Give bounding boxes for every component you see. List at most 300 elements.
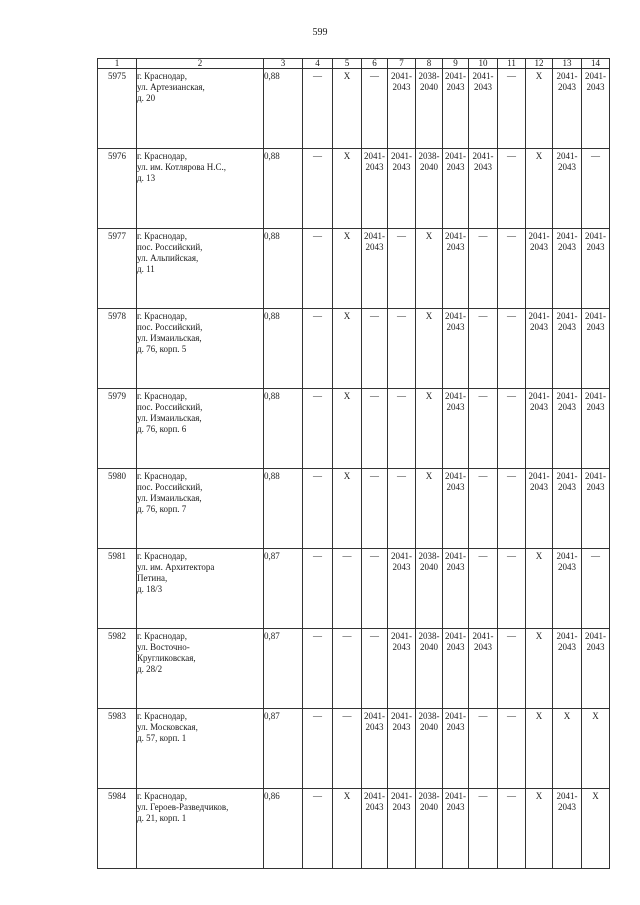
year-range-end: 2043 <box>446 322 465 332</box>
year-range-end: 2043 <box>558 642 576 652</box>
address-cell <box>137 789 264 869</box>
year-range-end: 2043 <box>392 562 411 572</box>
value-cell-col-12: X <box>526 69 553 149</box>
value-cell-col-12: X <box>526 709 553 789</box>
value-cell-col-4: — <box>303 469 333 549</box>
address-cell <box>137 69 264 149</box>
value-cell-col-8: X <box>416 389 443 469</box>
address-line: ул. им. Котлярова Н.С., <box>137 162 227 172</box>
value-cell-col-10: — <box>469 389 498 469</box>
column-header-5: 5 <box>333 59 362 69</box>
value-cell-col-8: X <box>416 309 443 389</box>
year-range-start: 2041- <box>445 631 466 641</box>
year-range-start: 2041- <box>391 791 412 801</box>
area-value: 0,88 <box>264 469 303 549</box>
value-cell-col-13 <box>553 309 582 389</box>
year-range-start: 2041- <box>585 631 606 641</box>
value-cell-col-14: — <box>582 149 610 229</box>
value-cell-col-12 <box>526 229 553 309</box>
value-cell-col-5: X <box>333 309 362 389</box>
year-range-start: 2041- <box>585 391 606 401</box>
year-range-start: 2038- <box>418 791 440 801</box>
value-cell-col-8 <box>416 629 443 709</box>
address-line: г. Краснодар, <box>137 791 188 801</box>
value-cell-col-7 <box>388 549 416 629</box>
value-cell-col-4: — <box>303 149 333 229</box>
year-range-end: 2043 <box>446 402 465 412</box>
column-header-11: 11 <box>498 59 526 69</box>
year-range-end: 2040 <box>420 562 438 572</box>
value-cell-col-14 <box>582 629 610 709</box>
area-value: 0,87 <box>264 549 303 629</box>
year-range-start: 2041- <box>556 791 578 801</box>
year-range-start: 2041- <box>364 231 385 241</box>
value-cell-col-14 <box>582 389 610 469</box>
value-cell-col-4: — <box>303 789 333 869</box>
value-cell-col-6 <box>362 229 388 309</box>
value-cell-col-11: — <box>498 309 526 389</box>
value-cell-col-12 <box>526 469 553 549</box>
value-cell-col-7: — <box>388 229 416 309</box>
value-cell-col-6 <box>362 789 388 869</box>
value-cell-col-14 <box>582 229 610 309</box>
value-cell-col-4: — <box>303 549 333 629</box>
value-cell-col-12: X <box>526 789 553 869</box>
row-number: 5975 <box>98 69 137 149</box>
area-value: 0,88 <box>264 309 303 389</box>
value-cell-col-6 <box>362 149 388 229</box>
row-number: 5979 <box>98 389 137 469</box>
table-row <box>98 789 610 869</box>
year-range-start: 2041- <box>585 311 606 321</box>
address-cell <box>137 149 264 229</box>
year-range-end: 2043 <box>558 562 576 572</box>
value-cell-col-7: — <box>388 469 416 549</box>
value-cell-col-13 <box>553 789 582 869</box>
value-cell-col-9 <box>443 469 469 549</box>
year-range-start: 2041- <box>391 151 412 161</box>
value-cell-col-6: — <box>362 309 388 389</box>
value-cell-col-6: — <box>362 69 388 149</box>
column-header-13: 13 <box>553 59 582 69</box>
column-header-3: 3 <box>264 59 303 69</box>
value-cell-col-7: — <box>388 389 416 469</box>
value-cell-col-5: X <box>333 789 362 869</box>
year-range-end: 2043 <box>365 162 384 172</box>
value-cell-col-7 <box>388 69 416 149</box>
column-header-10: 10 <box>469 59 498 69</box>
area-value: 0,88 <box>264 229 303 309</box>
year-range-end: 2043 <box>558 322 576 332</box>
year-range-start: 2041- <box>556 631 578 641</box>
year-range-end: 2043 <box>365 802 384 812</box>
value-cell-col-6: — <box>362 629 388 709</box>
address-line: д. 76, корп. 7 <box>137 504 187 514</box>
value-cell-col-9 <box>443 389 469 469</box>
value-cell-col-8: X <box>416 229 443 309</box>
address-line: г. Краснодар, <box>137 311 188 321</box>
value-cell-col-11: — <box>498 469 526 549</box>
value-cell-col-5: — <box>333 629 362 709</box>
year-range-start: 2041- <box>556 311 578 321</box>
value-cell-col-8 <box>416 549 443 629</box>
year-range-end: 2043 <box>446 562 465 572</box>
table-row <box>98 629 610 709</box>
address-cell <box>137 549 264 629</box>
address-line: Петина, <box>137 573 168 583</box>
value-cell-col-6 <box>362 709 388 789</box>
year-range-end: 2043 <box>392 802 411 812</box>
address-line: г. Краснодар, <box>137 71 188 81</box>
address-line: д. 76, корп. 6 <box>137 424 187 434</box>
year-range-end: 2043 <box>558 802 576 812</box>
value-cell-col-9 <box>443 229 469 309</box>
value-cell-col-10: — <box>469 469 498 549</box>
address-cell <box>137 309 264 389</box>
column-header-4: 4 <box>303 59 333 69</box>
year-range-end: 2043 <box>392 722 411 732</box>
year-range-end: 2043 <box>530 242 548 252</box>
address-line: д. 18/3 <box>137 584 163 594</box>
value-cell-col-5: — <box>333 709 362 789</box>
address-line: д. 13 <box>137 173 156 183</box>
year-range-start: 2041- <box>445 231 466 241</box>
value-cell-col-13: X <box>553 709 582 789</box>
value-cell-col-13 <box>553 149 582 229</box>
year-range-start: 2041- <box>472 151 494 161</box>
value-cell-col-14 <box>582 469 610 549</box>
year-range-start: 2041- <box>556 551 578 561</box>
value-cell-col-4: — <box>303 69 333 149</box>
value-cell-col-9 <box>443 709 469 789</box>
value-cell-col-14: X <box>582 709 610 789</box>
year-range-start: 2041- <box>556 71 578 81</box>
address-line: ул. Артезианская, <box>137 82 205 92</box>
address-cell <box>137 229 264 309</box>
value-cell-col-8 <box>416 149 443 229</box>
address-line: пос. Российский, <box>137 322 203 332</box>
column-header-1: 1 <box>98 59 137 69</box>
year-range-start: 2041- <box>364 151 385 161</box>
row-number: 5982 <box>98 629 137 709</box>
value-cell-col-6: — <box>362 389 388 469</box>
year-range-start: 2038- <box>418 711 440 721</box>
address-line: ул. Измаильская, <box>137 333 202 343</box>
address-line: пос. Российский, <box>137 402 203 412</box>
address-cell <box>137 469 264 549</box>
address-line: д. 28/2 <box>137 664 163 674</box>
year-range-end: 2043 <box>530 402 548 412</box>
value-cell-col-4: — <box>303 229 333 309</box>
column-header-8: 8 <box>416 59 443 69</box>
year-range-end: 2043 <box>392 162 411 172</box>
address-line: Кругликовская, <box>137 653 196 663</box>
value-cell-col-5: X <box>333 389 362 469</box>
year-range-start: 2041- <box>364 791 385 801</box>
year-range-start: 2041- <box>445 391 466 401</box>
column-header-2: 2 <box>137 59 264 69</box>
value-cell-col-5: — <box>333 549 362 629</box>
value-cell-col-9 <box>443 309 469 389</box>
table-body <box>98 59 610 869</box>
year-range-end: 2043 <box>586 322 605 332</box>
year-range-end: 2040 <box>420 82 438 92</box>
value-cell-col-10 <box>469 629 498 709</box>
value-cell-col-6: — <box>362 549 388 629</box>
address-line: д. 20 <box>137 93 156 103</box>
value-cell-col-9 <box>443 629 469 709</box>
value-cell-col-4: — <box>303 709 333 789</box>
year-range-end: 2043 <box>558 162 576 172</box>
row-number: 5976 <box>98 149 137 229</box>
value-cell-col-11: — <box>498 69 526 149</box>
year-range-start: 2038- <box>418 631 440 641</box>
column-header-7: 7 <box>388 59 416 69</box>
address-line: г. Краснодар, <box>137 711 188 721</box>
year-range-end: 2043 <box>474 162 492 172</box>
year-range-end: 2043 <box>530 322 548 332</box>
year-range-end: 2043 <box>392 82 411 92</box>
address-line: ул. Измаильская, <box>137 413 202 423</box>
column-header-12: 12 <box>526 59 553 69</box>
value-cell-col-13 <box>553 69 582 149</box>
year-range-end: 2043 <box>586 82 605 92</box>
value-cell-col-14 <box>582 69 610 149</box>
year-range-start: 2041- <box>556 391 578 401</box>
value-cell-col-8 <box>416 69 443 149</box>
year-range-end: 2043 <box>446 82 465 92</box>
year-range-start: 2038- <box>418 551 440 561</box>
value-cell-col-9 <box>443 789 469 869</box>
value-cell-col-13 <box>553 229 582 309</box>
address-line: г. Краснодар, <box>137 151 188 161</box>
year-range-start: 2041- <box>528 471 550 481</box>
area-value: 0,88 <box>264 389 303 469</box>
year-range-end: 2040 <box>420 722 438 732</box>
address-line: г. Краснодар, <box>137 631 188 641</box>
value-cell-col-8: X <box>416 469 443 549</box>
value-cell-col-13 <box>553 629 582 709</box>
year-range-end: 2043 <box>586 242 605 252</box>
year-range-start: 2041- <box>585 71 606 81</box>
year-range-start: 2041- <box>391 551 412 561</box>
value-cell-col-10 <box>469 69 498 149</box>
address-line: г. Краснодар, <box>137 551 188 561</box>
address-line: г. Краснодар, <box>137 391 188 401</box>
value-cell-col-11: — <box>498 629 526 709</box>
year-range-end: 2043 <box>474 642 492 652</box>
address-cell <box>137 389 264 469</box>
value-cell-col-14: X <box>582 789 610 869</box>
year-range-end: 2043 <box>446 802 465 812</box>
value-cell-col-12: X <box>526 629 553 709</box>
value-cell-col-13 <box>553 549 582 629</box>
row-number: 5981 <box>98 549 137 629</box>
address-line: пос. Российский, <box>137 242 203 252</box>
year-range-start: 2041- <box>445 471 466 481</box>
year-range-start: 2041- <box>445 311 466 321</box>
column-header-6: 6 <box>362 59 388 69</box>
address-line: ул. Восточно- <box>137 642 190 652</box>
table-row <box>98 149 610 229</box>
address-line: ул. Измаильская, <box>137 493 202 503</box>
value-cell-col-7 <box>388 709 416 789</box>
year-range-end: 2043 <box>558 482 576 492</box>
value-cell-col-7: — <box>388 309 416 389</box>
value-cell-col-13 <box>553 389 582 469</box>
value-cell-col-10 <box>469 149 498 229</box>
value-cell-col-7 <box>388 789 416 869</box>
address-cell <box>137 629 264 709</box>
year-range-start: 2041- <box>528 391 550 401</box>
value-cell-col-11: — <box>498 789 526 869</box>
year-range-end: 2043 <box>586 482 605 492</box>
value-cell-col-12: X <box>526 149 553 229</box>
year-range-start: 2041- <box>445 791 466 801</box>
row-number: 5980 <box>98 469 137 549</box>
year-range-start: 2041- <box>472 631 494 641</box>
address-line: д. 21, корп. 1 <box>137 813 187 823</box>
address-line: д. 57, корп. 1 <box>137 733 187 743</box>
register-table <box>97 58 610 869</box>
row-number: 5978 <box>98 309 137 389</box>
year-range-start: 2041- <box>445 71 466 81</box>
value-cell-col-13 <box>553 469 582 549</box>
year-range-end: 2043 <box>365 722 384 732</box>
value-cell-col-4: — <box>303 389 333 469</box>
value-cell-col-11: — <box>498 709 526 789</box>
year-range-end: 2040 <box>420 642 438 652</box>
address-line: г. Краснодар, <box>137 231 188 241</box>
address-line: ул. Альпийская, <box>137 253 199 263</box>
address-line: ул. Героев-Разведчиков, <box>137 802 229 812</box>
year-range-start: 2041- <box>556 151 578 161</box>
year-range-end: 2040 <box>420 802 438 812</box>
year-range-start: 2041- <box>472 71 494 81</box>
address-line: ул. Московская, <box>137 722 198 732</box>
year-range-end: 2043 <box>392 642 411 652</box>
value-cell-col-5: X <box>333 229 362 309</box>
year-range-end: 2043 <box>558 82 576 92</box>
year-range-end: 2043 <box>474 82 492 92</box>
year-range-start: 2041- <box>391 631 412 641</box>
year-range-start: 2041- <box>445 151 466 161</box>
value-cell-col-4: — <box>303 309 333 389</box>
table-row <box>98 709 610 789</box>
address-line: д. 11 <box>137 264 155 274</box>
year-range-start: 2041- <box>445 711 466 721</box>
year-range-start: 2041- <box>528 311 550 321</box>
value-cell-col-14 <box>582 309 610 389</box>
row-number: 5984 <box>98 789 137 869</box>
year-range-start: 2041- <box>391 71 412 81</box>
area-value: 0,88 <box>264 69 303 149</box>
address-line: г. Краснодар, <box>137 471 188 481</box>
value-cell-col-9 <box>443 69 469 149</box>
value-cell-col-10: — <box>469 549 498 629</box>
table-row <box>98 229 610 309</box>
value-cell-col-11: — <box>498 389 526 469</box>
value-cell-col-7 <box>388 149 416 229</box>
address-line: ул. им. Архитектора <box>137 562 215 572</box>
value-cell-col-7 <box>388 629 416 709</box>
value-cell-col-10: — <box>469 709 498 789</box>
year-range-end: 2043 <box>446 642 465 652</box>
value-cell-col-11: — <box>498 549 526 629</box>
value-cell-col-9 <box>443 549 469 629</box>
year-range-start: 2041- <box>585 471 606 481</box>
value-cell-col-9 <box>443 149 469 229</box>
year-range-start: 2041- <box>556 231 578 241</box>
value-cell-col-12 <box>526 309 553 389</box>
year-range-start: 2041- <box>364 711 385 721</box>
value-cell-col-12 <box>526 389 553 469</box>
table-header-row <box>98 59 610 69</box>
value-cell-col-8 <box>416 789 443 869</box>
year-range-end: 2043 <box>586 402 605 412</box>
value-cell-col-4: — <box>303 629 333 709</box>
year-range-start: 2041- <box>445 551 466 561</box>
row-number: 5983 <box>98 709 137 789</box>
table-row <box>98 469 610 549</box>
year-range-end: 2043 <box>446 482 465 492</box>
value-cell-col-10: — <box>469 309 498 389</box>
year-range-end: 2043 <box>558 242 576 252</box>
column-header-9: 9 <box>443 59 469 69</box>
year-range-end: 2043 <box>365 242 384 252</box>
year-range-end: 2043 <box>530 482 548 492</box>
value-cell-col-5: X <box>333 149 362 229</box>
year-range-start: 2041- <box>556 471 578 481</box>
year-range-start: 2038- <box>418 71 440 81</box>
year-range-end: 2040 <box>420 162 438 172</box>
value-cell-col-5: X <box>333 469 362 549</box>
value-cell-col-11: — <box>498 229 526 309</box>
address-line: д. 76, корп. 5 <box>137 344 187 354</box>
table-row <box>98 309 610 389</box>
year-range-start: 2038- <box>418 151 440 161</box>
year-range-end: 2043 <box>446 722 465 732</box>
year-range-end: 2043 <box>586 642 605 652</box>
area-value: 0,87 <box>264 709 303 789</box>
table-row <box>98 549 610 629</box>
table-row <box>98 69 610 149</box>
row-number: 5977 <box>98 229 137 309</box>
value-cell-col-10: — <box>469 789 498 869</box>
area-value: 0,88 <box>264 149 303 229</box>
year-range-start: 2041- <box>585 231 606 241</box>
value-cell-col-8 <box>416 709 443 789</box>
address-cell <box>137 709 264 789</box>
year-range-end: 2043 <box>558 402 576 412</box>
value-cell-col-5: X <box>333 69 362 149</box>
year-range-start: 2041- <box>528 231 550 241</box>
value-cell-col-11: — <box>498 149 526 229</box>
page-number: 599 <box>312 27 328 38</box>
table-row <box>98 389 610 469</box>
value-cell-col-10: — <box>469 229 498 309</box>
value-cell-col-14: — <box>582 549 610 629</box>
value-cell-col-6: — <box>362 469 388 549</box>
address-line: пос. Российский, <box>137 482 203 492</box>
column-header-14: 14 <box>582 59 610 69</box>
value-cell-col-12: X <box>526 549 553 629</box>
year-range-start: 2041- <box>391 711 412 721</box>
year-range-end: 2043 <box>446 162 465 172</box>
year-range-end: 2043 <box>446 242 465 252</box>
area-value: 0,86 <box>264 789 303 869</box>
area-value: 0,87 <box>264 629 303 709</box>
